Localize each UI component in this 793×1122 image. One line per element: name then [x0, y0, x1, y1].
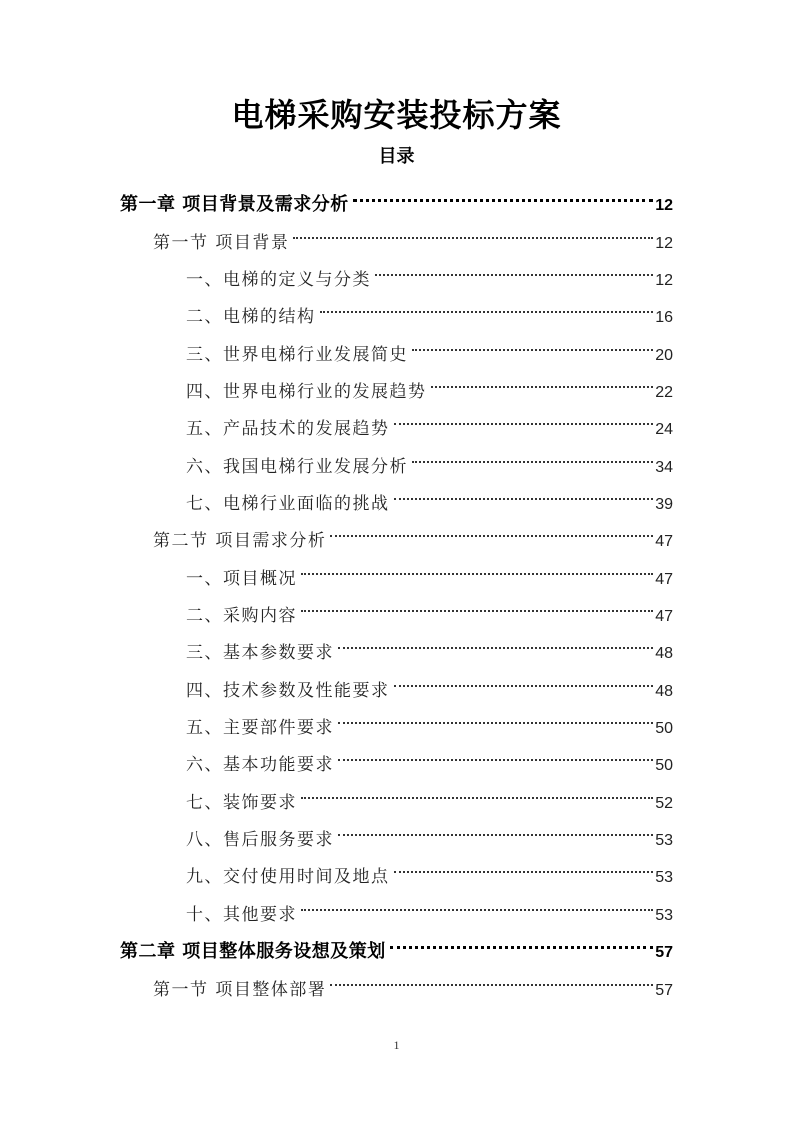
- toc-entry-page-number: 57: [655, 982, 673, 999]
- dot-leader: [412, 438, 653, 472]
- toc-entry-label: 第二节 项目需求分析: [153, 531, 327, 551]
- toc-entry-section[interactable]: [153, 512, 673, 551]
- toc-entry-page-number: 20: [655, 347, 673, 364]
- toc-entry-page-number: 24: [655, 421, 673, 438]
- toc-entry-page-number: 52: [655, 795, 673, 812]
- dot-leader: [390, 923, 653, 957]
- dot-leader: [338, 624, 653, 658]
- toc-entry-label: 九、交付使用时间及地点: [186, 867, 390, 887]
- dot-leader: [301, 886, 653, 920]
- toc-entry-label: 十、其他要求: [186, 905, 297, 925]
- toc-entry-section[interactable]: [153, 961, 673, 1000]
- toc-entry-chapter[interactable]: [120, 176, 673, 215]
- toc-entry-label: 五、产品技术的发展趋势: [186, 419, 390, 439]
- toc-entry-page-number: 47: [655, 533, 673, 550]
- toc-entry-label: 四、技术参数及性能要求: [186, 681, 390, 701]
- toc-entry-label: 六、我国电梯行业发展分析: [186, 457, 408, 477]
- toc-entry-page-number: 50: [655, 720, 673, 737]
- toc-entry-label: 四、世界电梯行业的发展趋势: [186, 382, 427, 402]
- toc-entry-page-number: 39: [655, 496, 673, 513]
- toc-entry-page-number: 53: [655, 869, 673, 886]
- toc-entry-label: 第一章 项目背景及需求分析: [120, 194, 349, 215]
- toc-entry-item[interactable]: [186, 288, 673, 327]
- toc-entry-label: 一、电梯的定义与分类: [186, 270, 371, 290]
- toc-entry-item[interactable]: [186, 624, 673, 663]
- toc-entry-label: 七、装饰要求: [186, 793, 297, 813]
- toc-entry-page-number: 48: [655, 645, 673, 662]
- toc-entry-label: 七、电梯行业面临的挑战: [186, 494, 390, 514]
- toc-entry-item[interactable]: [186, 550, 673, 589]
- toc-entry-label: 三、基本参数要求: [186, 643, 334, 663]
- dot-leader: [338, 811, 653, 845]
- dot-leader: [412, 326, 653, 360]
- toc-entry-item[interactable]: [186, 886, 673, 925]
- toc-heading: 目录: [378, 146, 415, 167]
- toc-entry-item[interactable]: [186, 662, 673, 701]
- toc-entry-page-number: 12: [655, 235, 673, 252]
- toc-entry-page-number: 47: [655, 608, 673, 625]
- toc-entry-page-number: 16: [655, 309, 673, 326]
- toc-entry-page-number: 34: [655, 459, 673, 476]
- document-title: 电梯采购安装投标方案: [231, 96, 562, 134]
- dot-leader: [320, 288, 654, 322]
- toc-entry-item[interactable]: [186, 326, 673, 365]
- dot-leader: [293, 214, 653, 248]
- toc-entry-label: 五、主要部件要求: [186, 718, 334, 738]
- toc-entry-item[interactable]: [186, 251, 673, 290]
- dot-leader: [353, 176, 653, 210]
- dot-leader: [330, 512, 653, 546]
- toc-entry-page-number: 57: [655, 944, 673, 961]
- dot-leader: [394, 400, 654, 434]
- toc-entry-section[interactable]: [153, 214, 673, 253]
- toc-entry-item[interactable]: [186, 400, 673, 439]
- dot-leader: [301, 550, 653, 584]
- toc-entry-label: 三、世界电梯行业发展简史: [186, 345, 408, 365]
- toc-entry-label: 八、售后服务要求: [186, 830, 334, 850]
- dot-leader: [394, 848, 654, 882]
- toc-entry-page-number: 47: [655, 571, 673, 588]
- dot-leader: [338, 736, 653, 770]
- toc-entry-label: 二、采购内容: [186, 606, 297, 626]
- toc-entry-item[interactable]: [186, 811, 673, 850]
- dot-leader: [330, 961, 653, 995]
- page-number: 1: [393, 1038, 400, 1052]
- dot-leader: [301, 774, 653, 808]
- toc-entry-page-number: 50: [655, 757, 673, 774]
- toc-entry-item[interactable]: [186, 587, 673, 626]
- toc-entry-item[interactable]: [186, 438, 673, 477]
- toc-entry-page-number: 53: [655, 907, 673, 924]
- toc-entry-item[interactable]: [186, 736, 673, 775]
- toc-entry-page-number: 12: [655, 272, 673, 289]
- toc-entry-item[interactable]: [186, 475, 673, 514]
- toc-entry-item[interactable]: [186, 774, 673, 813]
- toc-entry-label: 二、电梯的结构: [186, 307, 316, 327]
- toc-entry-label: 第一节 项目整体部署: [153, 980, 327, 1000]
- toc-entry-label: 六、基本功能要求: [186, 755, 334, 775]
- toc-entry-page-number: 48: [655, 683, 673, 700]
- toc-entry-chapter[interactable]: [120, 923, 673, 962]
- dot-leader: [394, 662, 654, 696]
- dot-leader: [431, 363, 654, 397]
- toc-entry-page-number: 22: [655, 384, 673, 401]
- toc-entry-item[interactable]: [186, 848, 673, 887]
- toc-entry-label: 第二章 项目整体服务设想及策划: [120, 941, 386, 962]
- toc-entry-page-number: 12: [655, 197, 673, 214]
- dot-leader: [375, 251, 653, 285]
- toc-entry-label: 一、项目概况: [186, 569, 297, 589]
- dot-leader: [394, 475, 654, 509]
- dot-leader: [338, 699, 653, 733]
- toc-entry-item[interactable]: [186, 363, 673, 402]
- dot-leader: [301, 587, 653, 621]
- toc-entry-item[interactable]: [186, 699, 673, 738]
- toc-entry-label: 第一节 项目背景: [153, 233, 290, 253]
- toc-entry-page-number: 53: [655, 832, 673, 849]
